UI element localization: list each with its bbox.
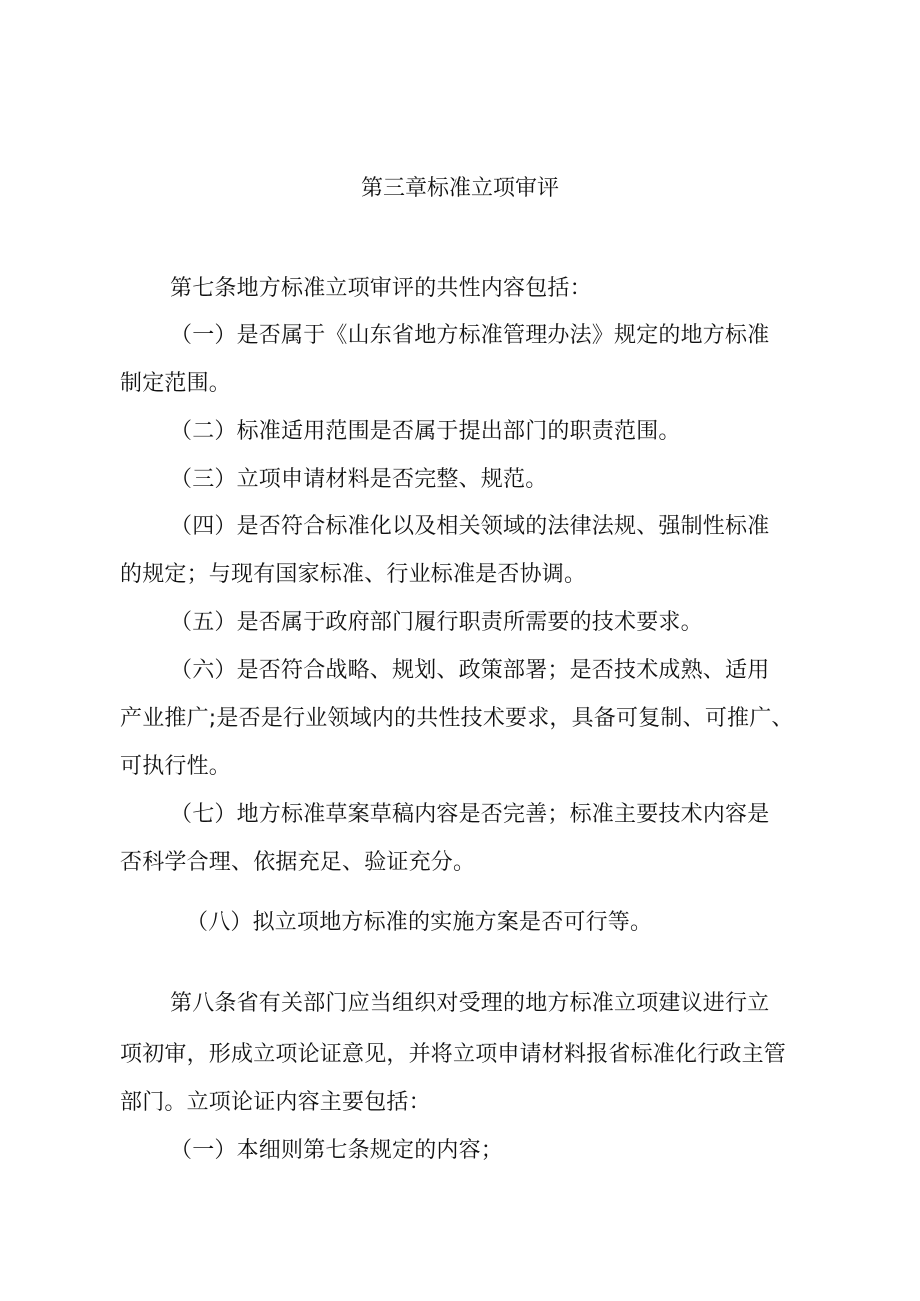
article-7-intro: 第七条地方标准立项审评的共性内容包括： [170, 276, 592, 301]
article-7-item-6-line-1: （六）是否符合战略、规划、政策部署；是否技术成熟、适用 [170, 658, 770, 683]
chapter-title: 第三章标准立项审评 [360, 176, 559, 201]
article-8-line-1: 第八条省有关部门应当组织对受理的地方标准立项建议进行立 [170, 991, 770, 1016]
article-7-item-7-line-2: 否科学合理、依据充足、验证充分。 [120, 850, 476, 875]
article-7-item-1-line-1: （一）是否属于《山东省地方标准管理办法》规定的地方标准 [170, 323, 770, 348]
article-7-item-8: （八）拟立项地方标准的实施方案是否可行等。 [186, 910, 653, 935]
article-7-item-6-line-3: 可执行性。 [120, 754, 232, 779]
article-7-item-2: （二）标准适用范围是否属于提出部门的职责范围。 [170, 419, 681, 444]
article-7-item-4-line-2: 的规定；与现有国家标准、行业标准是否协调。 [120, 562, 587, 587]
article-7-item-7-line-1: （七）地方标准草案草稿内容是否完善；标准主要技术内容是 [170, 802, 770, 827]
article-8-item-1: （一）本细则第七条规定的内容； [170, 1138, 504, 1163]
article-8-line-3: 部门。立项论证内容主要包括： [120, 1090, 431, 1115]
article-7-item-1-line-2: 制定范围。 [120, 371, 232, 396]
article-7-item-5: （五）是否属于政府部门履行职责所需要的技术要求。 [170, 610, 703, 635]
article-7-item-6-line-2: 产业推广;是否是行业领域内的共性技术要求，具备可复制、可推广、 [120, 706, 794, 731]
article-8-line-2: 项初审，形成立项论证意见，并将立项申请材料报省标准化行政主管 [120, 1042, 787, 1067]
article-7-item-3: （三）立项申请材料是否完整、规范。 [170, 467, 548, 492]
article-7-item-4-line-1: （四）是否符合标准化以及相关领域的法律法规、强制性标准 [170, 514, 770, 539]
